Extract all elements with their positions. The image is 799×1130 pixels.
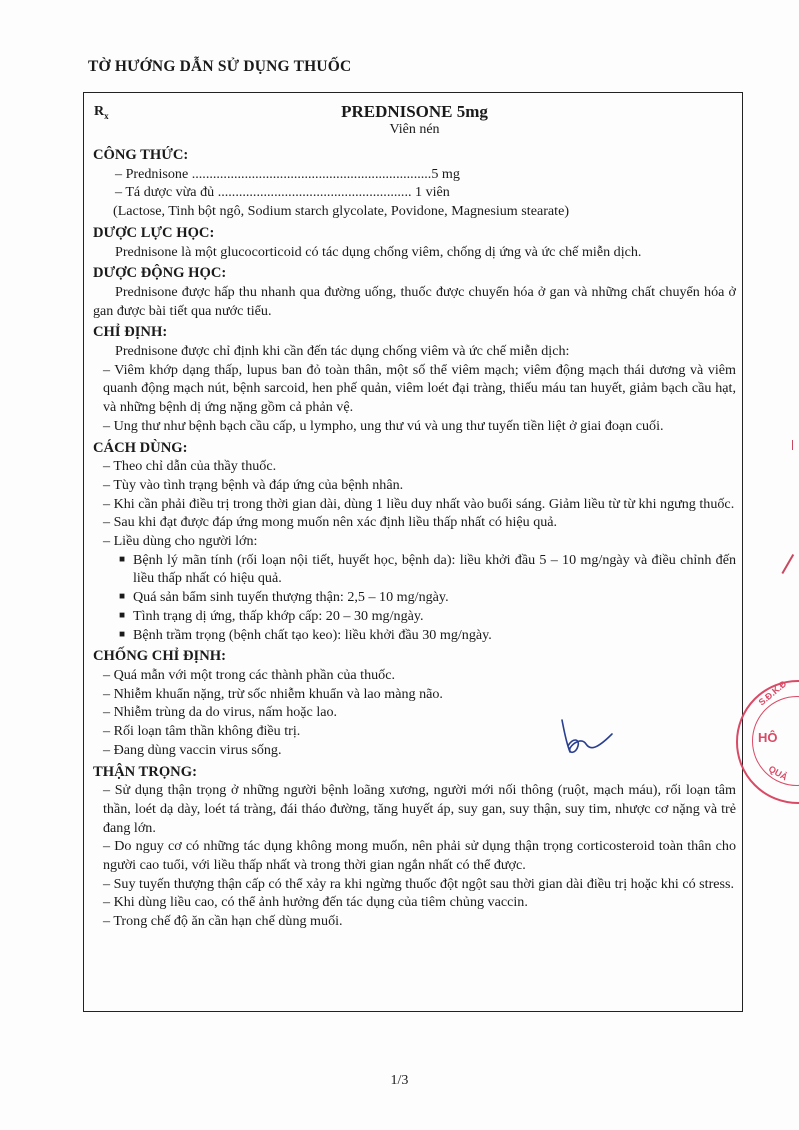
dosage-bullet: ■ Bệnh lý mãn tính (rối loạn nội tiết, huyết học, bệnh da): liều khởi đầu 5 – 10 mg/ngày và điều chỉnh đến liều thấp nhất có hiệu quả. — [119, 551, 736, 587]
precaution-item: – Do nguy cơ có những tác dụng không mong muốn, nên phải sử dụng thận trọng corticosteroid toàn thân cho người cao tuổi, với liều thấp nhất và trong thời gian ngắn nhất có thể được. — [103, 838, 736, 874]
contraindication-item: – Đang dùng vaccin virus sống. — [103, 741, 282, 758]
pharmacodynamics-text: Prednisone là một glucocorticoid có tác dụng chống viêm, chống dị ứng và ức chế miễn dịch. — [115, 243, 642, 260]
indication-item: – Viêm khớp dạng thấp, lupus ban đỏ toàn thân, một số thể viêm mạch; viêm động mạch thái dương và viêm quanh động mạch nút, bệnh sarcoid, hen phế quản, viêm loét đại tràng, thiếu máu tan huyết, giảm bạch cầu hạt, và những bệnh dị ứng nặng gồm cả phản vệ. — [103, 361, 736, 416]
bullet-icon: ■ — [119, 553, 126, 565]
dosage-bullet: ■ Tình trạng dị ứng, thấp khớp cấp: 20 – 30 mg/ngày. — [119, 607, 424, 624]
page-number: 1/3 — [390, 1073, 409, 1088]
pharmacodynamics-heading: DƯỢC LỰC HỌC: — [93, 224, 215, 241]
precautions-heading: THẬN TRỌNG: — [93, 763, 197, 780]
bullet-icon: ■ — [119, 591, 126, 603]
indications-heading: CHỈ ĐỊNH: — [93, 324, 168, 341]
contraindications-heading: CHỐNG CHỈ ĐỊNH: — [93, 648, 226, 665]
contraindication-item: – Nhiễm khuẩn nặng, trừ sốc nhiễm khuẩn và lao màng não. — [103, 685, 443, 702]
leaflet-content — [93, 146, 736, 931]
pharmacokinetics-text: Prednisone được hấp thu nhanh qua đường uống, thuốc được chuyển hóa ở gan và những chất chuyển hóa ở gan được bài tiết qua nước tiểu. — [93, 283, 736, 319]
stamp-text-bottom: QUẢ — [766, 763, 790, 783]
rx-symbol: $R_x$ — [94, 104, 109, 121]
edge-mark — [792, 440, 799, 450]
usage-heading: CÁCH DÙNG: — [93, 439, 188, 456]
edge-mark — [781, 554, 799, 580]
indication-item: – Ung thư như bệnh bạch cầu cấp, u lympho, ung thư vú và ung thư tuyến tiền liệt ở giai đoạn cuối. — [103, 417, 664, 434]
signature-icon — [556, 716, 616, 760]
contraindication-item: – Rối loạn tâm thần không điều trị. — [103, 723, 301, 740]
bullet-icon: ■ — [119, 628, 126, 640]
document-title: TỜ HƯỚNG DẪN SỬ DỤNG THUỐC — [88, 58, 352, 75]
stamp-text-top: S.Đ.K.Đ — [756, 678, 789, 708]
formula-excipients: (Lactose, Tinh bột ngô, Sodium starch glycolate, Povidone, Magnesium stearate) — [113, 203, 570, 220]
indications-intro: Prednisone được chỉ định khi cần đến tác dụng chống viêm và ức chế miễn dịch: — [115, 343, 570, 360]
usage-item: – Khi cần phải điều trị trong thời gian dài, dùng 1 liều duy nhất vào buổi sáng. Giảm liều từ từ khi ngưng thuốc. — [103, 495, 735, 512]
usage-item: – Theo chỉ dẫn của thầy thuốc. — [103, 458, 277, 475]
usage-item: – Tùy vào tình trạng bệnh và đáp ứng của bệnh nhân. — [103, 476, 404, 493]
formula-line: – Prednisone ....................................................................5 mg — [115, 165, 460, 182]
dosage-bullet: ■ Bệnh trầm trọng (bệnh chất tạo keo): liều khởi đầu 30 mg/ngày. — [119, 626, 492, 643]
contraindication-item: – Quá mẫn với một trong các thành phần của thuốc. — [103, 666, 395, 683]
formula-heading: CÔNG THỨC: — [93, 147, 189, 163]
precaution-item: – Sử dụng thận trọng ở những người bệnh loãng xương, người mới nối thông (ruột, mạch máu), rối loạn tâm thần, loét dạ dày, loét tá tràng, đái tháo đường, tăng huyết áp, suy gan, suy thận, suy tim, nhược cơ nặng và trẻ đang lớn. — [103, 782, 736, 836]
contraindication-item: – Nhiễm trùng da do virus, nấm hoặc lao. — [103, 704, 338, 721]
precaution-item: – Trong chế độ ăn cần hạn chế dùng muối. — [103, 913, 343, 930]
drug-form: Viên nén — [389, 122, 440, 137]
stamp-text-mid: HÔ — [758, 730, 778, 745]
formula-line: – Tá dược vừa đủ ....................................................... 1 viên — [115, 184, 450, 201]
bullet-icon: ■ — [119, 609, 126, 621]
usage-item: – Sau khi đạt được đáp ứng mong muốn nên xác định liều thấp nhất có hiệu quả. — [103, 514, 558, 531]
precaution-item: – Suy tuyến thượng thận cấp có thể xảy ra khi ngừng thuốc đột ngột sau thời gian dài điều trị hoặc khi có stress. — [103, 875, 735, 892]
pharmacokinetics-heading: DƯỢC ĐỘNG HỌC: — [93, 265, 227, 282]
official-stamp — [736, 680, 799, 804]
drug-name: PREDNISONE 5mg — [341, 102, 488, 121]
dosage-bullet: ■ Quá sản bẩm sinh tuyến thượng thận: 2,5 – 10 mg/ngày. — [119, 589, 449, 606]
usage-item: – Liều dùng cho người lớn: — [103, 533, 258, 550]
precaution-item: – Khi dùng liều cao, có thể ảnh hưởng đến tác dụng của tiêm chủng vaccin. — [103, 894, 528, 911]
